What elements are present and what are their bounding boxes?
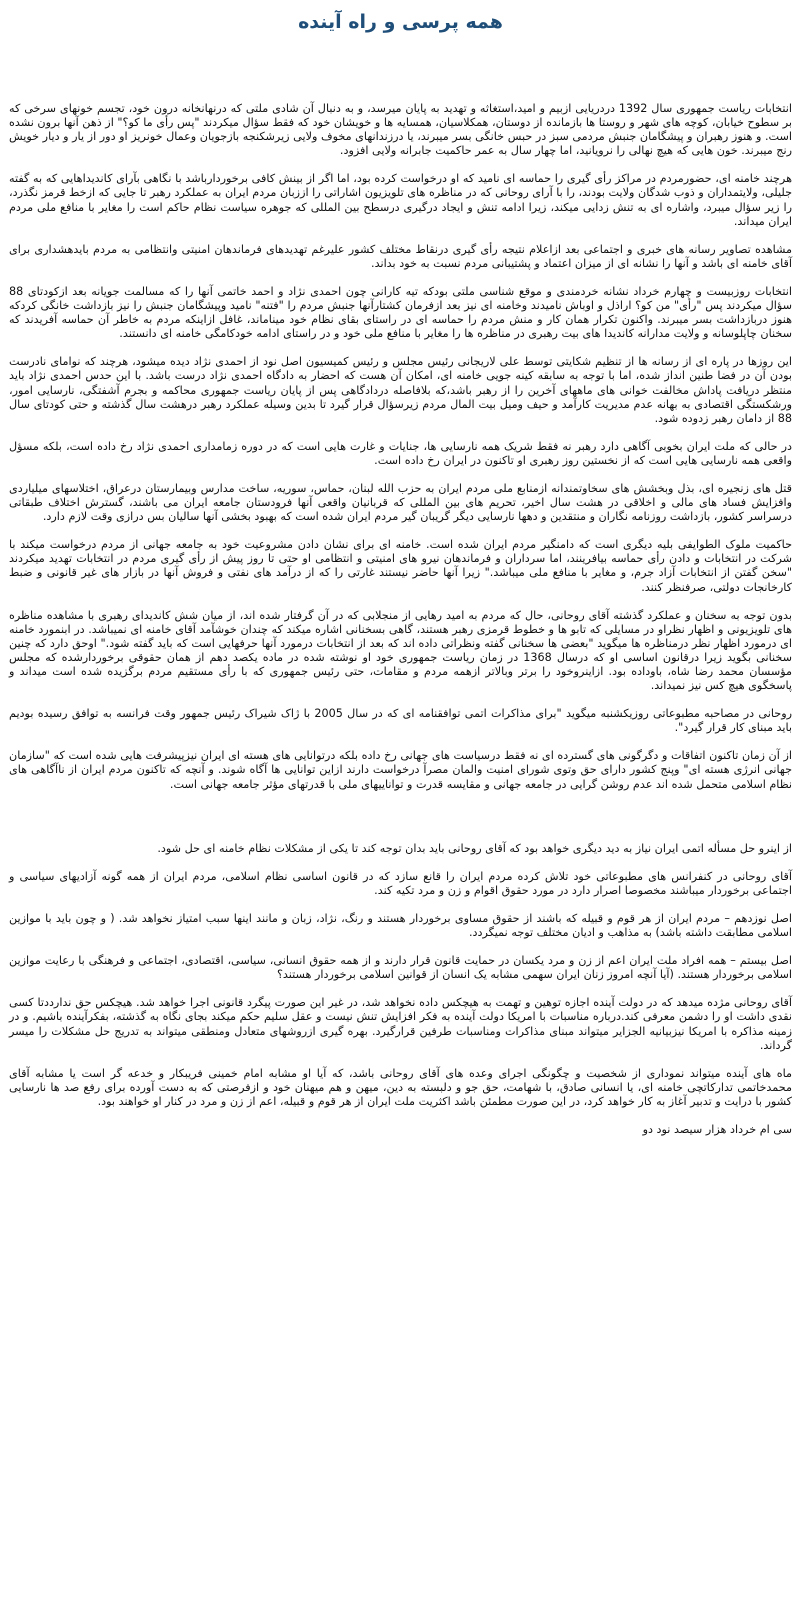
paragraph: اصل بیستم – همه افراد ملت ایران اعم از زن و مرد یکسان در حمایت قانون قرار دارند و از همه حقوق انسانی، سیاسی، اقتصادی، اجتماعی و فرهنگی با رعایت موازین اسلامی برخوردار هستند. (آیا آنچه امروز زنان ایران سهمی مشابه یک انسان از قوانین اسلامی برخوردار هستند؟	[9, 954, 792, 982]
paragraph: آقای روحانی مژده میدهد که در دولت آینده اجازه توهین و تهمت به هیچکس داده نخواهد شد، در غیر این صورت پیگرد قانونی اجرا خواهد شد. هیچکس حق ندارددتا کسی نقدی داشت او را دشمن معرفی کند.درباره مناسبات با امریکا دولت آینده به فکر افزایش تنش نیست و عقل سلیم حکم میکند بجای نگاه به گذشته، بفکرآینده باشیم. و در زمینه مذاکره با امریکا نیزبیانیه الجزایر میتواند مبنای مذاکرات ومناسبات طرفین قرارگیرد. بهره گیری ازروشهای متعادل ومنطقی میتواند به تدریج حل مشکلات را میسر گرداند.	[9, 996, 792, 1052]
paragraph: ماه های آینده میتواند نموداری از شخصیت و چگونگی اجرای وعده های آقای روحانی باشد، که آیا او مشابه امام خمینی فریبکار و خدعه گر است یا مشابه آقای محمدخاتمی تدارکاتچی خامنه ای، یا انسانی صادق، با شهامت، حق جو و دلبسته به دین، میهن و هم میهنان خود و ازفرصتی که به دست آورده برای رفع صد ها نارسایی کشور با درایت و تدبیر آغاز به کار خواهد کرد، در این صورت مطمئن باشد اکثریت ملت ایران از هر قوم و قبیله، اعم از زن و مرد در کنار او خواهند بود.	[9, 1066, 792, 1108]
paragraph: مشاهده تصاویر رسانه های خبری و اجتماعی بعد ازاعلام نتیجه رأی گیری درنقاط مختلف کشور علیرغم تهدیدهای فرماندهان امنیتی وانتظامی به مردم بایدهشداری برای آقای خامنه ای باشد و آنها را نشانه ای از میزان اعتماد و پشتیبانی مردم نسبت به خود بداند.	[9, 242, 792, 270]
paragraph: این روزها در پاره ای از رسانه ها از تنظیم شکایتی توسط علی لاریجانی رئیس مجلس و رئیس کمیسیون اصل نود از احمدی نژاد دیده میشود، هرچند که نوامای نادرست بودن آن در فضا طنین انداز شده، اما با توجه به سابقه کینه جویی خامنه ای، امکان آن هست که احضار به دادگاه احمدی نژاد درست باشد. با این حدس احمدی نژاد باید منتظر دریافت پاداش مخالفت خوانی های ماههای آخرین را از رهبر باشد،که بلافاصله دردادگاهی پس از پایان ریاست جمهوری محاکمه و بجرم آشفتگی، نارسایی امور، ورشکستگی اقتصادی به بهانه عدم مدیریت کارآمد و حیف ومیل بیت المال مردم زیرسؤال قرار گیرد تا بدین وسیله عملکرد رهبر درهشت سال گذشته و حتی کودتای سال 88 از دامان رهبر زدوده شود.	[9, 355, 792, 425]
date-signoff: سی ام خرداد هزار سیصد نود دو	[642, 1122, 792, 1136]
paragraph: از اینرو حل مسأله اتمی ایران نیاز به دید دیگری خواهد بود که آقای روحانی باید بدان توجه کند تا یکی از مشکلات نظام خامنه ای حل شود.	[157, 841, 792, 855]
paragraph: آقای روحانی در کنفرانس های مطبوعاتی خود تلاش کرده مردم ایران را قانع سازد که در قانون اساسی نظام اسلامی، مردم ایران از همه گونه آزادیهای سیاسی و اجتماعی برخوردار میباشند مخصوصا اصرار دارد در مورد حقوق اقوام و زن و مرد تکیه کند.	[9, 869, 792, 897]
paragraph: روحانی در مصاحبه مطبوعاتی روزیکشنبه میگوید "برای مذاکرات اتمی توافقنامه ای که در سال 2005 با ژاک شیراک رئیس جمهور وقت فرانسه به توافق رسیده بودیم باید مبنای کار قرار گیرد".	[9, 707, 792, 735]
paragraph: هرچند خامنه ای، حضورمردم در مراکز رأی گیری را حماسه ای نامید که او درخواست کرده بود، اما اگر از بینش کافی برخوردارباشد با نگاهی بآرای کاندیداهایی که به گفته جلیلی، ولایتمداران و ذوب شدگان ولایت بودند، را با آرای روحانی که در مناظره های تلویزیون اشاراتی را ازز‌بان مردم ایران به عملکرد رهبر تا جایی که ازخط قرمز نگذرد، را زیر سؤال میبرد، واشاره ای به تنش زدایی میکند، زیرا ادامه تنش و ایجاد درگیری درسطح بین المللی که جوهره سیاست نظام حاکم است را مغایر با منافع ملی مردم ایران میداند.	[9, 172, 792, 228]
paragraph: قتل های زنجیره ای، بذل وبخشش های سخاوتمندانه ازمنابع ملی مردم ایران به حزب الله لبنان، حماس، سوریه، ساخت مدارس وبیمارستان درعراق، اختلاسهای میلیاردی وافزایش فساد های مالی و اخلاقی در هشت سال اخیر، تحریم های بین المللی که قربانیان واقعی آنها فرودستان جامعه ایران می باشند، گسترش اختلاف طبقاتی درسراسر کشور، بازداشت روزنامه نگاران و منتقدین و دهها نارسایی دیگر گریبان گیر مردم ایران شده است که بهبود بخشی آنها سالیان بس درازی وقت لازم دارد.	[9, 481, 792, 524]
paragraph: از آن زمان تاکنون اتفاقات و دگرگونی های گسترده ای نه فقط درسیاست های جهانی رخ داده بلکه درتوانایی های هسته ای ایران نیزپیشرفت هایی شده است که "سازمان جهانی انرژی هسته ای" وپنج کشور دارای حق وتوی شورای امنیت والمان مصرآ درخواست دارند ازاین توانایی ها آگاه شوند. و آنچه که تاکنون مردم ایران از ناآگاهی های نظام اسلامی متحمل شده اند عدم روشن گرایی در جامعه جهانی و مقایسه قدرت و تواناییهای ملی با قدرتهای مؤثر جامعه جهانی است.	[9, 749, 792, 791]
paragraph: در حالی که ملت ایران بخوبی آگاهی دارد رهبر نه فقط شریک همه نارسایی ها، جنایات و غارت هایی است که در دوره زمامداری احمدی نژاد رخ داده است، بلکه مسؤل واقعی همه نارسایی هایی است که از نخستین روز رهبری او تاکنون در ایران رخ داده است.	[9, 439, 792, 467]
paragraph: حاکمیت ملوک الطوایفی بلیه دیگری است که دامنگیر مردم ایران شده است. خامنه ای برای نشان دادن مشروعیت خود به جامعه جهانی از مردم درخواست میکند با شرکت در انتخابات و دادن رأی حماسه بیافرینند، اما سرداران و فرماندهان نیرو های امنیتی و انتظامی او حتی تا روز پیش از رأی گیری مردم در انتخابات تهدید میکردند "سخن گفتن از انتخابات آزاد جرم، و مغایر با منافع ملی میباشد." زیرا آنها حاضر نیستند غارتی را که از درآمد های نفتی و فروش آنها در بازار های غیر قانونی و ضبط کارخانجات دولتی، صرفنظر کنند.	[9, 538, 792, 594]
paragraph: انتخابات ریاست جمهوری سال 1392 دردریایی ازبیم و امید،استغاثه و تهدید به پایان میرسد، و به دنبال آن شادی ملتی که درنهانخانه درون خود، تجسم خونهای سرخی که بر سطوح خیابان، کوچه های شهر و روستا ها بازمانده از دوستان، همکلاسیان، همسایه ها و خویشان خود که فقط سؤال میکردند "پس رأی ما کو؟" از ذهن آنها برون نشده است. و هنوز رهبران و پیشگامان جنبش مردمی سبز در حبس خانگی بسر میبرند، یا درزندانهای مخوف ولایی زیرشکنجه بازجویان وعمال خونریز او دور از یار و دیار خویش رنج میبرند. خون هایی که هیچ نهالی را نرویانید، اما چهار سال به عمر حاکمیت جابرانه ولایی افزود.	[9, 102, 792, 158]
paragraph: اصل نوزدهم – مردم ایران از هر قوم و قبیله که باشند از حقوق مساوی برخوردار هستند و رنگ، نژاد، زبان و مانند اینها سبب امتیاز نخواهد شد. ( و چون باید با موازین اسلامی مطابقت داشته باشد) به مذاهب و ادیان مختلف توجه نمیگردد.	[9, 911, 792, 940]
paragraph: انتخابات روزبیست و چهارم خرداد نشانه خردمندی و موقع شناسی ملتی بودکه تیه کارانی چون احمدی نژاد و احمد خاتمی آنها را که مسالمت جویانه بعد ازکودتای 88 سؤال میکردند پس "رأی" من کو؟ اراذل و اوباش نامیدند وخامنه ای نیز بعد ازفرمان کشتارآنها جنبش مردم را "فتنه" نامید وپیشگامان جنبش را نیز بازداشت خانگی کردکه هنوز دربازداشت بسر میبرند. واکنون تکرار همان کار و منش مردم را حماسه ای در راستای بقای نظام خود میناماند، غافل ازاینکه مردم به خاطر آن حماسه آفریدند که سخنان چاپلوسانه و ولایت مدارانه کاندیدا های بیت رهبری در مناظره ها را مغایر با منافع ملی خود و در راستای ادامه خودکامگی خامنه ای دانستند.	[9, 284, 792, 341]
page-title: همه پرسی و راه آینده	[298, 11, 503, 33]
paragraph: بدون توجه به سخنان و عملکرد گذشته آقای روحانی، حال که مردم به امید رهایی از منجلابی که در آن گرفتار شده اند، از میان شش کاندیدای رهبری با مشاهده مناظره های تلویزیونی و اظهار نظراو در مسایلی که تابو ها و خطوط قرمزی رهبر هستند، گاهی بسخنانی اشاره میکند که چندان خوشآمد آقای خامنه ای نمیباشد. در ابنمورد خامنه ای درمورد اظهار نظر درمناظره ها میگوید "بعضی ها سخنانی گفته ونظراتی داده اند که بعد از انتخابات درمورد آنها حرفهایی است که باید گفته شود." اوحق دارد که چنین سخنانی بگوید زیرا درقانون اساسی او که درسال 1368 در زمان ریاست جمهوری خود او نوشته شده در ماده یکصد دهم از همان حقوقی برخوردارشده که مجلس مؤسسان محمد رضا شاه، باوداده بود. ازاینروخود را برتر وبالاتر ازهمه مردم و مقامات، حتی رئیس جمهوری که با رأی مستقیم مردم برگزیده شده است میداند و پاسخگوی هیچ کس نیز نمیداند.	[9, 608, 792, 693]
article-body	[9, 102, 792, 1109]
